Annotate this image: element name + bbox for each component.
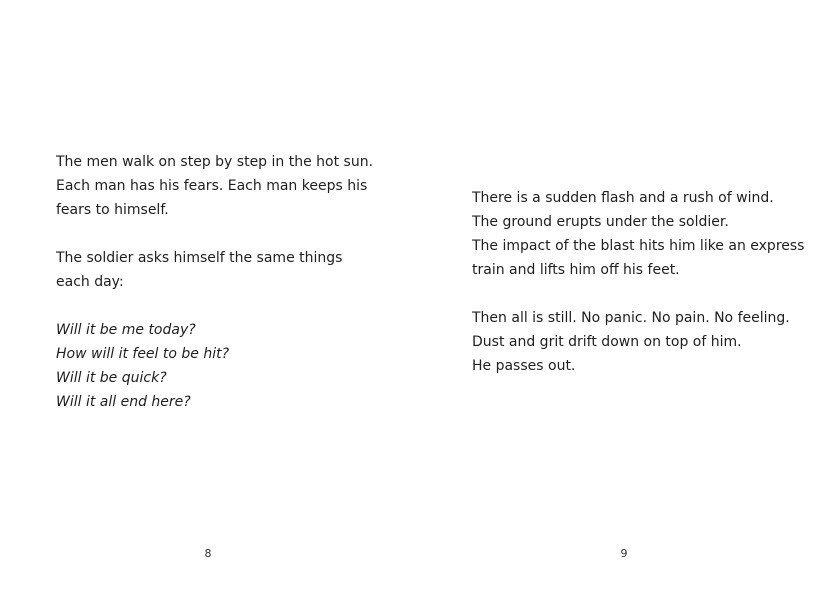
paragraph-spacer: [472, 282, 804, 306]
right-page-text: [472, 186, 804, 378]
right-paragraph-1-line: There is a sudden flash and a rush of wind.: [472, 190, 774, 206]
question-line: Will it all end here?: [56, 394, 191, 410]
right-paragraph-1-line: The ground erupts under the soldier.: [472, 214, 729, 230]
paragraph-spacer: [56, 294, 373, 318]
paragraph-spacer: [56, 222, 373, 246]
left-paragraph-1-line: Each man has his fears. Each man keeps his: [56, 178, 368, 194]
right-paragraph-1-line: train and lifts him off his feet.: [472, 262, 680, 278]
left-paragraph-1-line: fears to himself.: [56, 202, 169, 218]
right-paragraph-2-line: Dust and grit drift down on top of him.: [472, 334, 742, 350]
question-line: Will it be me today?: [56, 322, 196, 338]
question-line: Will it be quick?: [56, 370, 167, 386]
right-paragraph-1-line: The impact of the blast hits him like an express: [472, 238, 805, 254]
page-number-left: 8: [204, 547, 212, 560]
left-page-text: [56, 150, 373, 414]
left-paragraph-1-line: The men walk on step by step in the hot sun.: [56, 154, 374, 170]
right-paragraph-2-line: He passes out.: [472, 358, 576, 374]
left-paragraph-2-line: The soldier asks himself the same things: [56, 250, 343, 266]
question-line: How will it feel to be hit?: [56, 346, 230, 362]
page-number-right: 9: [620, 547, 628, 560]
left-paragraph-2-line: each day:: [56, 274, 124, 290]
right-paragraph-2-line: Then all is still. No panic. No pain. No feeling.: [472, 310, 790, 326]
right-page: [416, 0, 832, 591]
